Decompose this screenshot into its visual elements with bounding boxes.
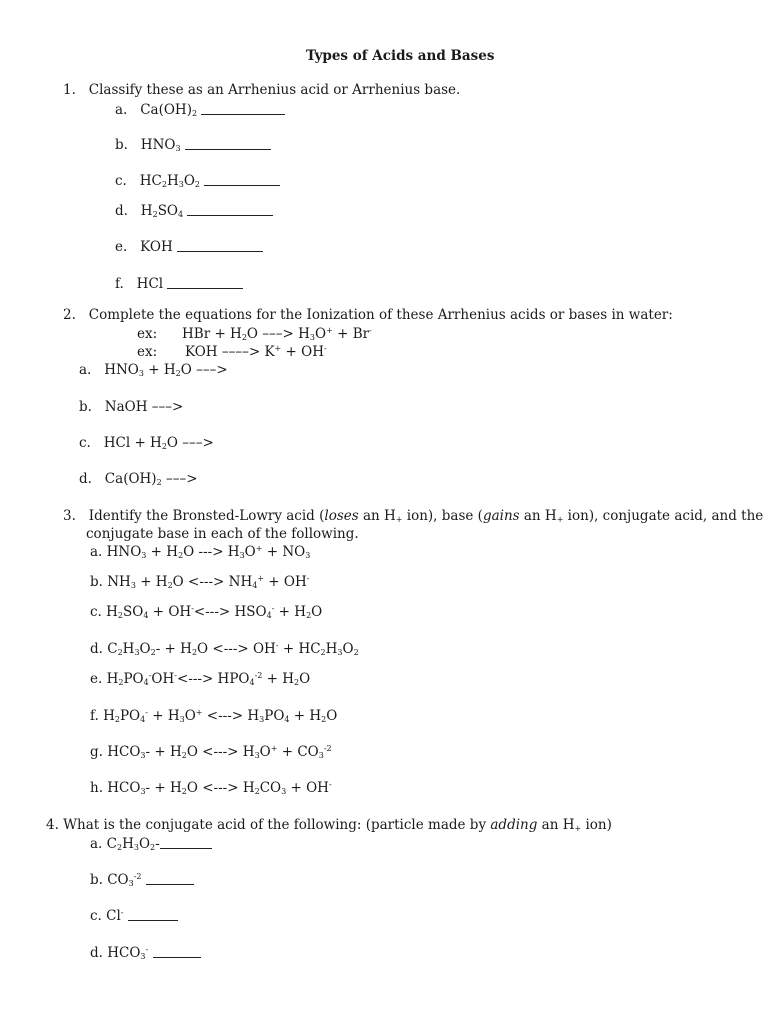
q1-item-e: e. KOH bbox=[115, 238, 263, 256]
answer-blank[interactable] bbox=[128, 908, 178, 921]
q2-item-c: c. HCl + $H_2O$ –––> bbox=[79, 435, 214, 451]
answer-blank[interactable] bbox=[204, 173, 280, 186]
answer-blank[interactable] bbox=[201, 102, 285, 115]
q2-item-d: d. $Ca(OH)_2$ –––> bbox=[79, 471, 198, 487]
q1-item-c: c. $HC_2H_3O_2$ bbox=[115, 172, 280, 190]
q2-item-b: b. NaOH –––> bbox=[79, 399, 184, 415]
answer-blank[interactable] bbox=[160, 836, 212, 849]
q3-item-h: h. $HCO_3- + H_2O$ <---> $H_2CO_3 + OH^-$ bbox=[90, 780, 332, 796]
q1-item-d: d. $H_2SO_4$ bbox=[115, 202, 273, 220]
page-title: Types of Acids and Bases bbox=[306, 48, 495, 64]
answer-blank[interactable] bbox=[177, 239, 263, 252]
q4-item-d: d. $HCO_3^-$ bbox=[90, 944, 201, 962]
q1-prompt: 1. Classify these as an Arrhenius acid or Arrhenius base. bbox=[63, 82, 461, 98]
q3-prompt: 3. Identify the Bronsted-Lowry acid (loses an $H_+$ ion), base (gains an $H_+$ ion), conjugate acid, and the bbox=[63, 508, 764, 524]
q1-item-b: b. $HNO_3$ bbox=[115, 136, 271, 154]
answer-blank[interactable] bbox=[185, 137, 271, 150]
q3-item-a: a. $HNO_3 + H_2O$ ---> $H_3O^+ + NO_3$ bbox=[90, 544, 311, 560]
q2-example-1: ex: HBr + $H_2O$ –––> $H_3O^+ + Br^-$ bbox=[137, 326, 372, 342]
q3-item-g: g. $HCO_3- + H_2O$ <---> $H_3O^+ + CO_3^{-2}$ bbox=[90, 744, 332, 760]
q3-item-e: e. $H_2PO_4^-OH^-<---> HPO_4^{-2} + H_2O$ bbox=[90, 671, 311, 687]
q3-item-d: d. $C_2H_3O_2- + H_2O$ <---> $OH^- + HC_2H_3O_2$ bbox=[90, 641, 359, 657]
q3-item-b: b. $NH_3 + H_2O$ <---> $NH_4^+ + OH^-$ bbox=[90, 574, 310, 590]
q4-item-b: b. $CO_3^{-2}$ bbox=[90, 871, 194, 889]
q3-item-c: c. $H_2SO_4 + OH^-<---> HSO_4^- + H_2O$ bbox=[90, 604, 323, 620]
q4-item-a: a. $C_2H_3O_2-$ bbox=[90, 835, 212, 853]
answer-blank[interactable] bbox=[187, 203, 273, 216]
q2-prompt: 2. Complete the equations for the Ionization of these Arrhenius acids or bases in water: bbox=[63, 307, 673, 323]
q1-item-f: f. HCl bbox=[115, 275, 243, 293]
q1-item-a: a. $Ca(OH)_2$ bbox=[115, 101, 285, 119]
q3-item-f: f. $H_2PO_4^- + H_3O^+$ <---> $H_3PO_4 + H_2O$ bbox=[90, 708, 338, 724]
answer-blank[interactable] bbox=[146, 872, 194, 885]
answer-blank[interactable] bbox=[167, 276, 243, 289]
q2-example-2: ex: KOH ––––> K+ + OH- bbox=[137, 344, 327, 360]
q4-prompt: 4. What is the conjugate acid of the following: (particle made by adding an $H_+$ ion) bbox=[46, 817, 612, 833]
q4-item-c: c. Cl- bbox=[90, 907, 178, 925]
q3-prompt-line2: conjugate base in each of the following. bbox=[86, 526, 359, 542]
answer-blank[interactable] bbox=[153, 945, 201, 958]
q2-item-a: a. $HNO_3 + H_2O$ –––> bbox=[79, 362, 228, 378]
